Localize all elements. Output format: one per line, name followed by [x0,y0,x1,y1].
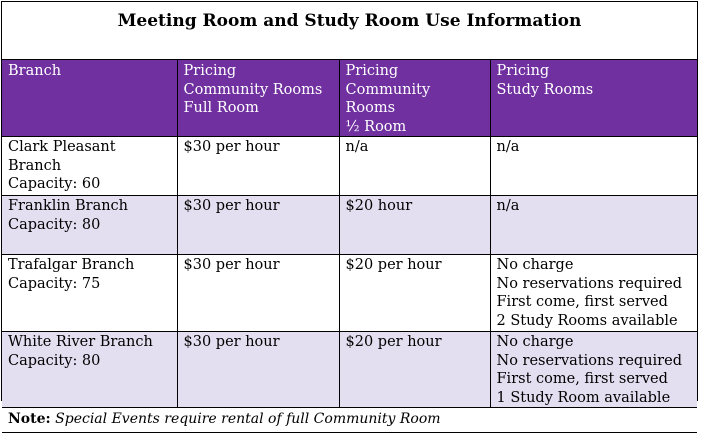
table-row [2,196,697,255]
header-branch: Branch [2,60,177,137]
table-row [2,255,697,332]
study-room-info: n/a [490,137,697,196]
study-room-info: No charge No reservations required First come, first served 1 Study Room available [490,332,697,408]
study-room-info: No charge No reservations required First come, first served 2 Study Rooms available [490,255,697,332]
table-row [2,137,697,196]
room-pricing-table [2,60,697,433]
study-room-info: n/a [490,196,697,255]
full-room-price: $30 per hour [177,332,339,408]
note-text: Special Events require rental of full Community Room [55,411,441,427]
branch-cell: Trafalgar Branch Capacity: 75 [2,255,177,332]
branch-cell: White River Branch Capacity: 80 [2,332,177,408]
note-label: Note: [8,411,51,427]
table-header-row [2,60,697,137]
half-room-price: $20 per hour [339,332,490,408]
table-row [2,332,697,408]
full-room-price: $30 per hour [177,255,339,332]
note-row [2,408,697,433]
header-full-room: Pricing Community Rooms Full Room [177,60,339,137]
full-room-price: $30 per hour [177,196,339,255]
full-room-price: $30 per hour [177,137,339,196]
note-cell [2,408,697,433]
half-room-price: n/a [339,137,490,196]
branch-cell: Franklin Branch Capacity: 80 [2,196,177,255]
half-room-price: $20 per hour [339,255,490,332]
half-room-price: $20 hour [339,196,490,255]
header-half-room: Pricing Community Rooms ½ Room [339,60,490,137]
header-study-rooms: Pricing Study Rooms [490,60,697,137]
page-title: Meeting Room and Study Room Use Information [2,2,697,60]
branch-cell: Clark Pleasant Branch Capacity: 60 [2,137,177,196]
room-info-table-container [1,1,698,427]
